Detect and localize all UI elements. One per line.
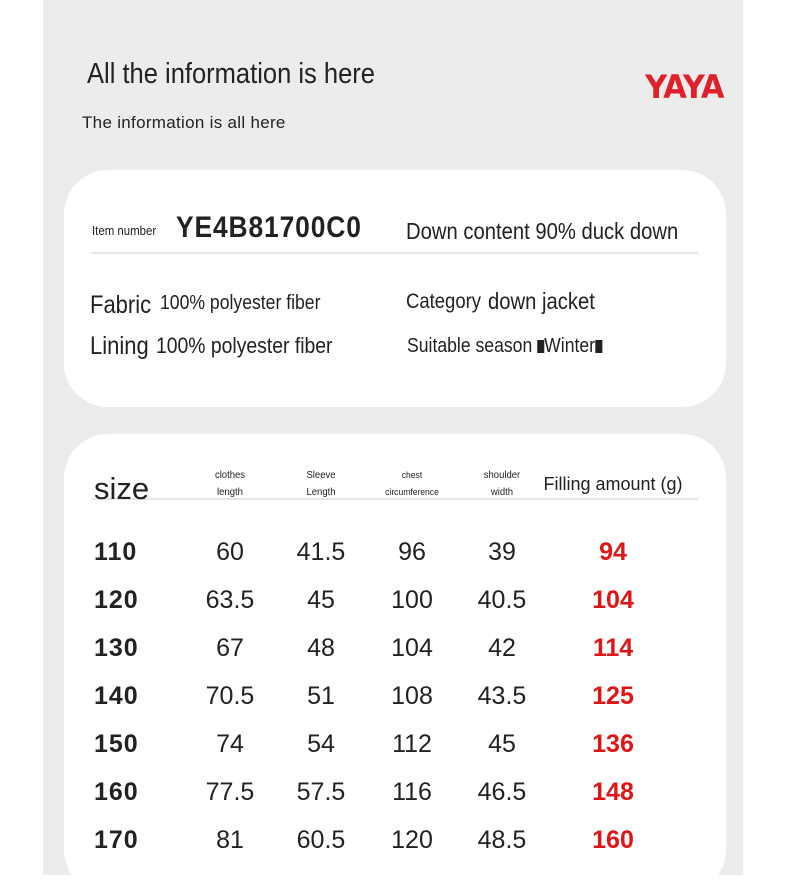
table-row <box>94 672 684 720</box>
lining-label: Lining <box>90 332 149 360</box>
cell-shoulder-width: 43.5 <box>477 681 527 710</box>
cell-filling-amount: 125 <box>592 681 634 710</box>
cell-shoulder-width: 39 <box>488 537 516 566</box>
table-row <box>94 720 684 768</box>
cell-sleeve-length: 51 <box>307 681 335 710</box>
table-row <box>94 816 684 864</box>
cell-filling-amount: 104 <box>592 585 634 614</box>
table-row <box>94 514 684 576</box>
season-value: Winter <box>544 335 596 357</box>
header-size: size <box>94 471 150 506</box>
cell-shoulder-width: 42 <box>488 633 516 662</box>
missing-glyph-icon <box>537 340 544 353</box>
cell-shoulder-width: 48.5 <box>477 825 527 854</box>
cell-size: 130 <box>94 633 139 662</box>
cell-clothes-length: 60 <box>216 537 244 566</box>
cell-sleeve-length: 60.5 <box>296 825 346 854</box>
cell-sleeve-length: 41.5 <box>296 537 346 566</box>
table-row <box>94 576 684 624</box>
table-header-row <box>94 454 684 514</box>
cell-sleeve-length: 54 <box>307 729 335 758</box>
brand-logo: YAYA <box>645 68 724 106</box>
header-filling-amount: Filling amount (g) <box>543 473 683 494</box>
table-row <box>94 768 684 816</box>
product-info-card <box>64 170 726 407</box>
divider <box>92 252 698 254</box>
cell-clothes-length: 67 <box>216 633 244 662</box>
down-content: Down content 90% duck down <box>406 218 679 244</box>
cell-size: 110 <box>94 537 138 566</box>
cell-chest: 108 <box>391 681 433 710</box>
cell-size: 160 <box>94 777 139 806</box>
cell-size: 170 <box>94 825 139 854</box>
cell-clothes-length: 81 <box>216 825 244 854</box>
page-title: All the information is here <box>87 58 375 90</box>
season-label: Suitable season <box>407 335 533 357</box>
cell-chest: 116 <box>392 777 432 806</box>
header-chest: chest circumference <box>385 470 439 497</box>
page-subtitle: The information is all here <box>82 113 286 132</box>
cell-sleeve-length: 45 <box>307 585 335 614</box>
cell-filling-amount: 114 <box>592 633 634 662</box>
cell-clothes-length: 77.5 <box>205 777 255 806</box>
cell-clothes-length: 70.5 <box>205 681 255 710</box>
cell-size: 140 <box>94 681 139 710</box>
category-label: Category <box>406 290 481 313</box>
cell-chest: 100 <box>391 585 433 614</box>
size-table <box>94 454 684 864</box>
cell-filling-amount: 160 <box>592 825 634 854</box>
cell-clothes-length: 74 <box>216 729 244 758</box>
size-chart-card <box>64 434 726 894</box>
header-shoulder-width: shoulder width <box>483 470 521 498</box>
cell-filling-amount: 136 <box>592 729 634 758</box>
cell-filling-amount: 94 <box>599 537 627 566</box>
cell-chest: 120 <box>391 825 433 854</box>
cell-shoulder-width: 46.5 <box>477 777 527 806</box>
fabric-label: Fabric <box>90 291 152 319</box>
cell-shoulder-width: 40.5 <box>477 585 527 614</box>
category-value: down jacket <box>488 288 595 314</box>
header-sleeve-length: Sleeve Length <box>306 470 336 498</box>
season-field <box>407 335 602 358</box>
cell-sleeve-length: 57.5 <box>296 777 346 806</box>
header-clothes-length: clothes length <box>214 470 246 498</box>
cell-chest: 96 <box>398 537 426 566</box>
fabric-value: 100% polyester fiber <box>160 292 321 314</box>
item-number-label: Item number <box>92 223 157 238</box>
cell-filling-amount: 148 <box>592 777 634 806</box>
cell-size: 150 <box>94 729 139 758</box>
cell-chest: 112 <box>392 729 432 758</box>
cell-shoulder-width: 45 <box>488 729 516 758</box>
info-panel <box>43 0 743 875</box>
table-row <box>94 624 684 672</box>
cell-chest: 104 <box>391 633 433 662</box>
cell-size: 120 <box>94 585 139 614</box>
cell-sleeve-length: 48 <box>307 633 335 662</box>
lining-value: 100% polyester fiber <box>156 333 333 358</box>
cell-clothes-length: 63.5 <box>205 585 255 614</box>
missing-glyph-icon <box>595 340 602 353</box>
item-number: YE4B81700C0 <box>176 211 362 244</box>
